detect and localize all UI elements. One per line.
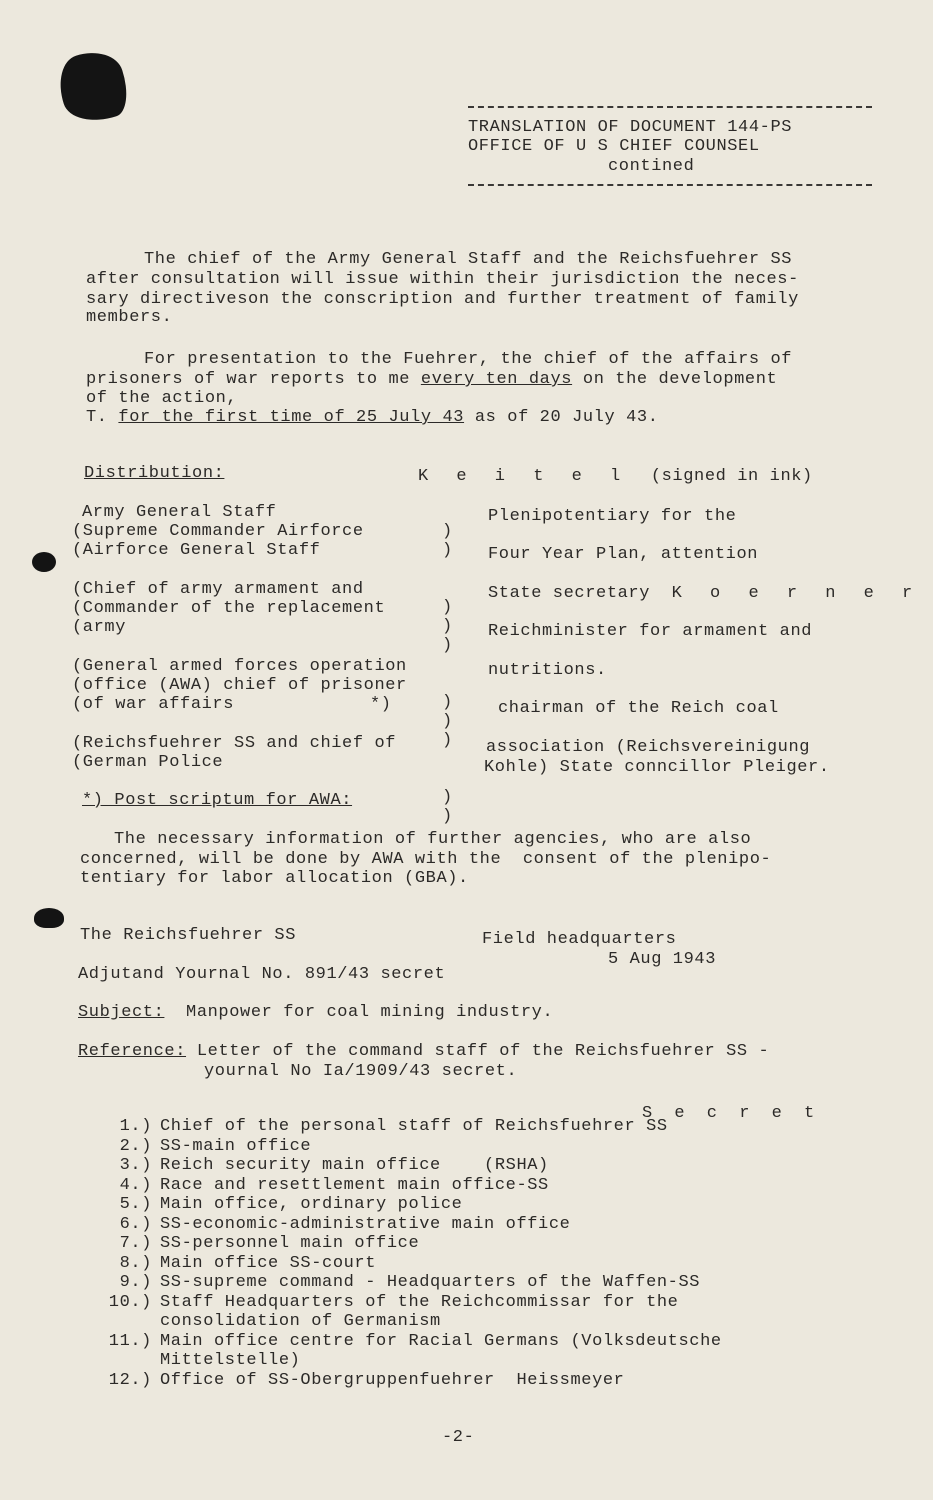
page-number: -2- bbox=[442, 1428, 475, 1447]
distribution-left-item: (office (AWA) chief of prisoner bbox=[72, 676, 407, 695]
header-rule-top bbox=[468, 106, 872, 108]
header-line-2: OFFICE OF U S CHIEF COUNSEL bbox=[468, 137, 760, 156]
list-item bbox=[108, 1371, 624, 1390]
distribution-right-item: Kohle) State conncillor Pleiger. bbox=[484, 758, 830, 777]
distribution-left-item: Army General Staff bbox=[82, 503, 277, 522]
letter-subject: Subject: Manpower for coal mining industry. bbox=[78, 1003, 554, 1022]
list-item-text: Mittelstelle) bbox=[160, 1350, 301, 1370]
paragraph-1-line: The chief of the Army General Staff and the Reichsfuehrer SS bbox=[144, 250, 793, 269]
paragraph-2-line: T. for the first time of 25 July 43 as of 20 July 43. bbox=[86, 408, 659, 427]
paragraph-1-line: after consultation will issue within their jurisdiction the neces- bbox=[86, 270, 799, 289]
list-item-number: 5.) bbox=[119, 1195, 152, 1214]
list-item-number: 9.) bbox=[119, 1273, 152, 1292]
underlined-phrase: every ten days bbox=[420, 370, 573, 389]
list-item bbox=[108, 1176, 549, 1195]
distribution-left-item: (Chief of army armament and bbox=[72, 580, 364, 599]
list-item bbox=[108, 1273, 700, 1292]
list-item-text: Main office SS-court bbox=[160, 1253, 377, 1273]
letter-reference: Reference: Letter of the command staff of the Reichsfuehrer SS - bbox=[78, 1042, 770, 1061]
list-item-number: 2.) bbox=[119, 1136, 152, 1156]
classification-mark: S e c r e t bbox=[642, 1104, 821, 1123]
list-item-number: 8.) bbox=[119, 1253, 152, 1273]
signature-name: K e i t e l (signed in ink) bbox=[418, 467, 813, 486]
postscript-line: concerned, will be done by AWA with the consent of the plenipo- bbox=[80, 850, 772, 869]
list-item-number: 10.) bbox=[108, 1292, 152, 1312]
list-item bbox=[108, 1215, 570, 1234]
list-item-text: SS-personnel main office bbox=[160, 1234, 420, 1253]
distribution-left-item: (Supreme Commander Airforce bbox=[72, 522, 364, 541]
underlined-date: for the first time of 25 July 43 bbox=[118, 408, 465, 427]
distribution-label: Distribution: bbox=[84, 464, 225, 483]
paragraph-2-line: prisoners of war reports to me every ten days on the development bbox=[86, 370, 778, 389]
postscript-label: *) Post scriptum for AWA: bbox=[82, 791, 353, 810]
distribution-right-item: Plenipotentiary for the bbox=[488, 507, 737, 526]
list-item-text: Reich security main office (RSHA) bbox=[160, 1156, 549, 1175]
list-item bbox=[108, 1234, 419, 1253]
list-item-text: Main office centre for Racial Germans (Volksdeutsche bbox=[160, 1331, 722, 1351]
list-item-text: Office of SS-Obergruppenfuehrer Heissmeyer bbox=[160, 1370, 625, 1390]
distribution-left-item: (Airforce General Staff bbox=[72, 541, 321, 560]
paragraph-1-line: sary directiveson the conscription and further treatment of family bbox=[86, 290, 799, 309]
distribution-left-item: (Reichsfuehrer SS and chief of bbox=[72, 734, 397, 753]
header-line-1: TRANSLATION OF DOCUMENT 144-PS bbox=[468, 118, 793, 137]
distribution-right-item: State secretary K o e r n e r bbox=[488, 584, 922, 603]
punch-hole-mark bbox=[34, 908, 64, 928]
list-item-text: Chief of the personal staff of Reichsfuehrer SS bbox=[160, 1117, 668, 1136]
bracket-column: ) ) ) ) ) ) ) ) ) ) bbox=[442, 522, 453, 826]
list-item-number: 6.) bbox=[119, 1214, 152, 1234]
list-item-text: Main office, ordinary police bbox=[160, 1195, 463, 1214]
letter-place: Field headquarters bbox=[482, 930, 677, 949]
list-item-number: 12.) bbox=[108, 1370, 152, 1390]
list-item-number: 11.) bbox=[108, 1331, 152, 1351]
distribution-right-item: chairman of the Reich coal bbox=[498, 699, 779, 718]
letter-journal: Adjutand Yournal No. 891/43 secret bbox=[78, 965, 446, 984]
header-rule-bottom bbox=[468, 184, 872, 186]
punch-hole-mark bbox=[32, 552, 56, 572]
list-item-number: 3.) bbox=[119, 1156, 152, 1175]
list-item-text: consolidation of Germanism bbox=[160, 1311, 441, 1331]
distribution-left-item: (General armed forces operation bbox=[72, 657, 407, 676]
paragraph-1-line: members. bbox=[86, 308, 173, 327]
letter-date: 5 Aug 1943 bbox=[608, 950, 717, 969]
list-item bbox=[108, 1293, 678, 1331]
list-item bbox=[108, 1195, 462, 1214]
distribution-footnote-marker: *) bbox=[370, 695, 392, 714]
paragraph-2-line: For presentation to the Fuehrer, the chief of the affairs of bbox=[144, 350, 793, 369]
postscript-line: tentiary for labor allocation (GBA). bbox=[80, 869, 469, 888]
distribution-right-item: Reichminister for armament and bbox=[488, 622, 813, 641]
postscript-line: The necessary information of further agencies, who are also bbox=[114, 830, 752, 849]
list-item-number: 4.) bbox=[119, 1175, 152, 1195]
list-item bbox=[108, 1332, 722, 1370]
list-item bbox=[108, 1156, 549, 1175]
paragraph-2-line: of the action, bbox=[86, 389, 238, 408]
list-item-text: SS-main office bbox=[160, 1136, 312, 1156]
list-item-number: 7.) bbox=[119, 1234, 152, 1253]
distribution-right-item: association (Reichsvereinigung bbox=[486, 738, 811, 757]
letter-sender: The Reichsfuehrer SS bbox=[80, 926, 297, 945]
list-item-number: 1.) bbox=[119, 1117, 152, 1136]
list-item-text: SS-economic-administrative main office bbox=[160, 1214, 571, 1234]
list-item bbox=[108, 1117, 668, 1136]
ink-blot-top bbox=[51, 44, 135, 131]
list-item-text: Race and resettlement main office-SS bbox=[160, 1175, 549, 1195]
distribution-right-item: Four Year Plan, attention bbox=[488, 545, 759, 564]
distribution-left-item: (army bbox=[72, 618, 127, 637]
list-item bbox=[108, 1254, 376, 1273]
list-item bbox=[108, 1137, 311, 1156]
list-item-text: SS-supreme command - Headquarters of the Waffen-SS bbox=[160, 1273, 701, 1292]
distribution-left-item: (of war affairs bbox=[72, 695, 235, 714]
distribution-left-item: (German Police bbox=[72, 753, 224, 772]
header-line-3: contined bbox=[608, 157, 695, 176]
distribution-left-item: (Commander of the replacement bbox=[72, 599, 386, 618]
distribution-right-item: nutritions. bbox=[488, 661, 607, 680]
letter-reference-cont: yournal No Ia/1909/43 secret. bbox=[204, 1062, 518, 1081]
list-item-text: Staff Headquarters of the Reichcommissar for the bbox=[160, 1292, 679, 1312]
